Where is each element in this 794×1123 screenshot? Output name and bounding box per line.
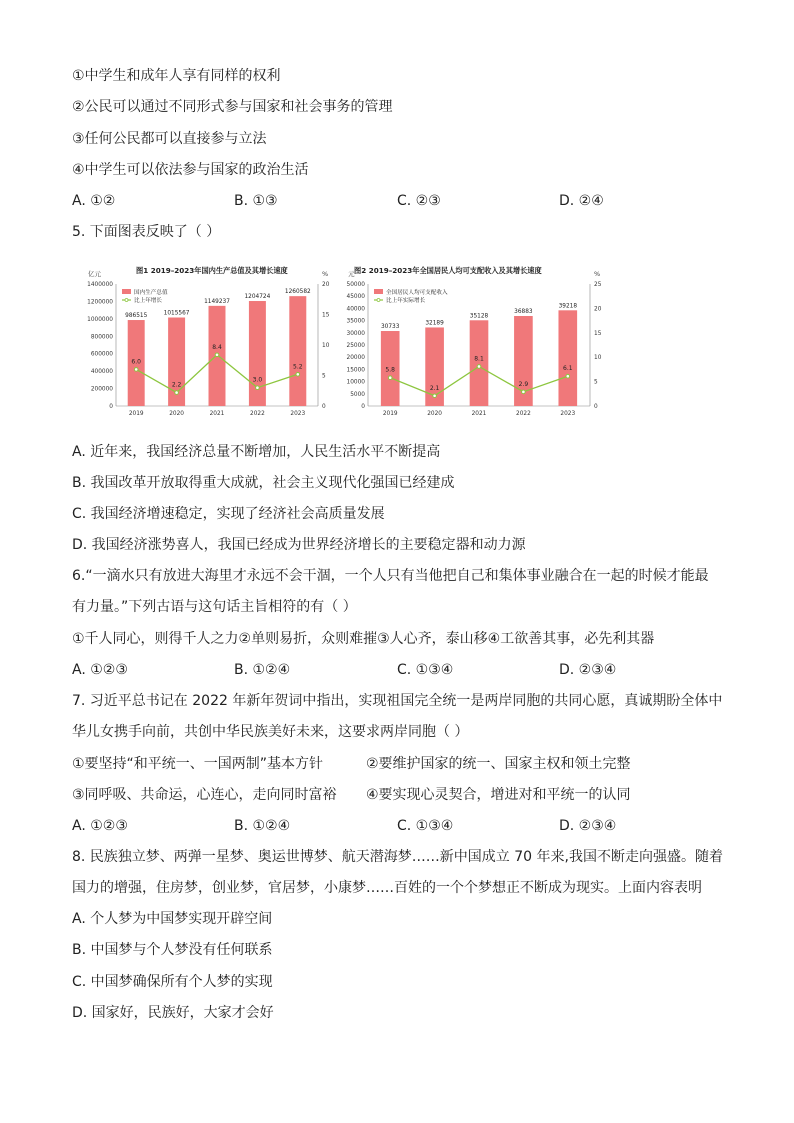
q5-option-d: D. 我国经济涨势喜人，我国已经成为世界经济增长的主要稳定器和动力源 [72, 537, 526, 553]
q7-item-2: ②要维护国家的统一、国家主权和领土完整 [366, 756, 631, 772]
y2-tick-label: 0 [322, 404, 326, 410]
y-tick-label: 10000 [346, 379, 365, 386]
q6-stem-line-2: 有力量。”下列古语与这句话主旨相符的有（ ） [72, 599, 357, 615]
q6-stem-line-1: 6.“一滴水只有放进大海里才永远不会干涸，一个人只有当他把自己和集体事业融合在一起的时候才能最 [72, 568, 709, 584]
x-tick-label: 2019 [128, 411, 144, 417]
y-axis-unit: 亿元 [88, 270, 101, 278]
q7-item-4: ④要实现心灵契合，增进对和平统一的认同 [366, 787, 631, 803]
y-tick-label: 1000000 [87, 316, 113, 323]
y2-tick-label: 20 [594, 306, 602, 313]
growth-point [388, 376, 392, 380]
y-tick-label: 35000 [346, 318, 365, 325]
x-tick-label: 2020 [169, 411, 184, 417]
bar-value-label: 986515 [125, 313, 148, 320]
y2-tick-label: 15 [594, 330, 602, 337]
q7-item-3: ③同呼吸、共命运，心连心，走向同时富裕 [72, 787, 337, 803]
q7-stem-line-1: 7. 习近平总书记在 2022 年新年贺词中指出，实现祖国完全统一是两岸同胞的共同心愿，真诚期盼全体中 [72, 693, 723, 709]
legend-bar-label: 全国居民人均可支配收入 [386, 290, 448, 296]
y-tick-label: 0 [109, 404, 113, 410]
y2-tick-label: 0 [594, 404, 598, 410]
q5-option-a: A. 近年来，我国经济总量不断增加，人民生活水平不断提高 [72, 444, 441, 460]
bar-value-label: 39218 [558, 303, 578, 310]
y2-tick-label: 25 [594, 282, 602, 288]
chart-gdp [86, 262, 342, 426]
y-tick-label: 20000 [346, 355, 365, 362]
x-tick-label: 2021 [471, 411, 487, 417]
y2-tick-label: 5 [322, 373, 326, 380]
bar-value-label: 1149237 [204, 298, 230, 305]
q5-option-c: C. 我国经济增速稳定，实现了经济社会高质量发展 [72, 506, 385, 522]
q8-option-d: D. 国家好，民族好，大家才会好 [72, 1005, 274, 1021]
q8-stem-line-1: 8. 民族独立梦、两弹一星梦、奥运世博梦、航天潜海梦……新中国成立 70 年来,我国不断走向强盛。随着 [72, 849, 723, 865]
y-tick-label: 50000 [346, 282, 365, 288]
chart-title: 图1 2019–2023年国内生产总值及其增长速度 [136, 266, 288, 275]
q4-option-b: B. ①③ [234, 193, 278, 209]
x-tick-label: 2019 [382, 411, 398, 417]
legend-bar-label: 国内生产总值 [134, 290, 168, 296]
growth-point [433, 394, 437, 398]
growth-point [477, 365, 481, 369]
bar-value-label: 1204724 [244, 294, 271, 301]
y2-tick-label: 10 [322, 343, 330, 349]
y-tick-label: 0 [361, 404, 365, 410]
q6-option-d: D. ②③④ [559, 662, 617, 678]
chart-title: 图2 2019–2023年全国居民人均可支配收入及其增长速度 [354, 266, 542, 275]
q4-item-3: ③任何公民都可以直接参与立法 [72, 131, 267, 147]
y-axis-unit: 元 [348, 270, 355, 278]
legend-bar-swatch [374, 289, 383, 294]
growth-point-label: 6.0 [131, 358, 141, 366]
y2-tick-label: 10 [594, 355, 602, 362]
q6-items: ①千人同心，则得千人之力②单则易折，众则难摧③人心齐，泰山移④工欲善其事，必先利其器 [72, 631, 655, 647]
bar-value-label: 32189 [425, 320, 444, 327]
q7-stem-line-2: 华儿女携手向前，共创中华民族美好未来，这要求两岸同胞（ ） [72, 724, 469, 740]
y-tick-label: 45000 [346, 294, 365, 301]
bar [558, 310, 577, 406]
q4-option-a: A. ①② [72, 193, 116, 209]
growth-point [256, 386, 260, 390]
growth-point-label: 5.2 [293, 363, 303, 371]
bar [249, 301, 266, 406]
y-tick-label: 25000 [346, 343, 365, 349]
x-tick-label: 2020 [427, 411, 442, 417]
bar-value-label: 30733 [380, 324, 400, 331]
y2-axis-unit: % [322, 270, 329, 278]
q8-stem-line-2: 国力的增强，住房梦，创业梦，官居梦，小康梦……百姓的一个个梦想正不断成为现实。上面内容表明 [72, 880, 702, 896]
growth-point-label: 8.1 [474, 355, 484, 363]
bar-value-label: 35128 [469, 313, 489, 320]
growth-point [522, 390, 526, 394]
legend-line-marker [125, 299, 128, 302]
bar-value-label: 36883 [514, 309, 533, 316]
y-tick-label: 600000 [90, 351, 113, 358]
q6-option-b: B. ①②④ [234, 662, 291, 678]
q4-option-c: C. ②③ [397, 193, 441, 209]
y-tick-label: 1400000 [87, 282, 113, 288]
y-tick-label: 200000 [90, 386, 113, 393]
chart-income [340, 262, 616, 426]
q7-option-c: C. ①③④ [397, 818, 454, 834]
legend-bar-swatch [122, 289, 131, 294]
growth-point [296, 372, 300, 376]
q4-item-4: ④中学生可以依法参与国家的政治生活 [72, 162, 309, 178]
x-tick-label: 2022 [516, 411, 531, 417]
growth-point-label: 8.4 [212, 343, 222, 351]
q5-stem: 5. 下面图表反映了（ ） [72, 224, 221, 240]
q4-item-1: ①中学生和成年人享有同样的权利 [72, 68, 281, 84]
growth-point-label: 2.1 [429, 384, 440, 392]
bar-value-label: 1015567 [163, 310, 190, 317]
y-tick-label: 30000 [346, 330, 365, 337]
q7-item-1: ①要坚持“和平统一、一国两制”基本方针 [72, 756, 324, 772]
growth-point [566, 374, 570, 378]
y2-tick-label: 15 [322, 312, 330, 319]
growth-point [175, 391, 179, 395]
growth-point-label: 3.0 [252, 376, 263, 384]
legend-line-marker [377, 299, 380, 302]
y2-axis-unit: % [594, 270, 601, 278]
q5-option-b: B. 我国改革开放取得重大成就，社会主义现代化强国已经建成 [72, 475, 455, 491]
y-tick-label: 40000 [346, 306, 365, 313]
x-tick-label: 2023 [560, 411, 576, 417]
x-tick-label: 2021 [209, 411, 225, 417]
q6-option-a: A. ①②③ [72, 662, 128, 678]
y-tick-label: 400000 [90, 369, 113, 376]
q6-option-c: C. ①③④ [397, 662, 454, 678]
growth-point [215, 353, 219, 357]
q8-option-c: C. 中国梦确保所有个人梦的实现 [72, 974, 273, 990]
bar-value-label: 1260582 [284, 289, 311, 296]
q7-option-b: B. ①②④ [234, 818, 291, 834]
q4-option-d: D. ②④ [559, 193, 604, 209]
legend-line-label: 比上年增长 [134, 298, 162, 304]
bar [289, 296, 306, 406]
growth-point-label: 2.2 [171, 381, 182, 389]
y-tick-label: 5000 [350, 391, 365, 398]
q8-option-b: B. 中国梦与个人梦没有任何联系 [72, 942, 273, 958]
y2-tick-label: 5 [594, 379, 598, 386]
growth-point [134, 368, 138, 372]
y-tick-label: 800000 [90, 334, 113, 341]
growth-point-label: 5.8 [385, 366, 395, 374]
growth-point-label: 2.9 [518, 380, 529, 388]
legend-line-label: 比上年实际增长 [386, 298, 426, 304]
x-tick-label: 2023 [290, 411, 306, 417]
q7-option-a: A. ①②③ [72, 818, 128, 834]
x-tick-label: 2022 [250, 411, 265, 417]
y-tick-label: 15000 [346, 367, 365, 374]
bar [470, 320, 489, 406]
growth-point-label: 6.1 [563, 365, 573, 373]
y2-tick-label: 20 [322, 282, 330, 288]
q8-option-a: A. 个人梦为中国梦实现开辟空间 [72, 911, 273, 927]
q7-option-d: D. ②③④ [559, 818, 617, 834]
q4-item-2: ②公民可以通过不同形式参与国家和社会事务的管理 [72, 99, 393, 115]
y-tick-label: 1200000 [87, 299, 113, 306]
